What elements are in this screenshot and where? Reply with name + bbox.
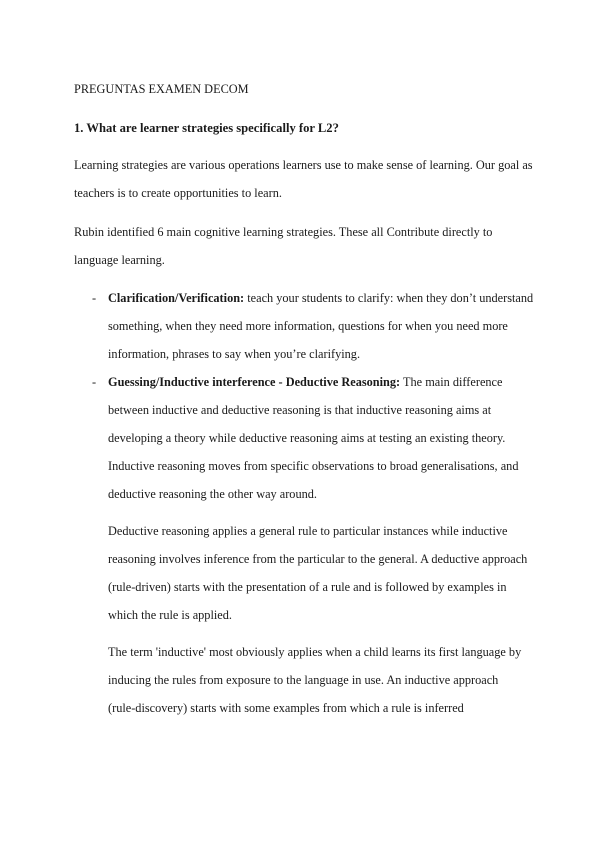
bullet-2-line-2: between inductive and deductive reasoning is that inductive reasoning aims at (108, 403, 492, 417)
question-heading: 1. What are learner strategies specifically for L2? (74, 121, 339, 135)
bullet-1-line-3: information, phrases to say when you’re clarifying. (108, 347, 361, 361)
bullet-2-line-3: developing a theory while deductive reasoning aims at testing an existing theory. (108, 431, 506, 445)
inductive-line-2: inducing the rules from exposure to the language in use. An inductive approach (108, 673, 499, 687)
inductive-line-1: The term 'inductive' most obviously applies when a child learns its first language by (108, 645, 522, 659)
bullet-2-line-5: deductive reasoning the other way around. (108, 487, 317, 501)
deductive-line-4: which the rule is applied. (108, 608, 232, 622)
bullet-1-first-rest: teach your students to clarify: when they don’t understand (244, 291, 534, 305)
intro-line-2: teachers is to create opportunities to learn. (74, 186, 282, 200)
rubin-line-1: Rubin identified 6 main cognitive learning strategies. These all Contribute directly to (74, 225, 493, 239)
bullet-2-first-rest: The main difference (400, 375, 503, 389)
bullet-2-first-line (108, 375, 502, 389)
document-title: PREGUNTAS EXAMEN DECOM (74, 82, 249, 96)
deductive-line-1: Deductive reasoning applies a general rule to particular instances while inductive (108, 524, 508, 538)
bullet-2-term: Guessing/Inductive interference - Deductive Reasoning: (108, 375, 401, 389)
rubin-line-2: language learning. (74, 253, 165, 267)
intro-line-1: Learning strategies are various operations learners use to make sense of learning. Our goal as (74, 158, 533, 172)
bullet-1-term: Clarification/Verification: (108, 291, 245, 305)
deductive-line-2: reasoning involves inference from the particular to the general. A deductive approach (108, 552, 528, 566)
bullet-marker-1: - (92, 291, 97, 305)
bullet-marker-2: - (92, 375, 97, 389)
bullet-2-line-4: Inductive reasoning moves from specific observations to broad generalisations, and (108, 459, 519, 473)
inductive-line-3: (rule-discovery) starts with some examples from which a rule is inferred (108, 701, 464, 715)
bullet-1-line-2: something, when they need more information, questions for when you need more (108, 319, 508, 333)
bullet-1-first-line (108, 291, 533, 305)
deductive-line-3: (rule-driven) starts with the presentation of a rule and is followed by examples in (108, 580, 507, 594)
